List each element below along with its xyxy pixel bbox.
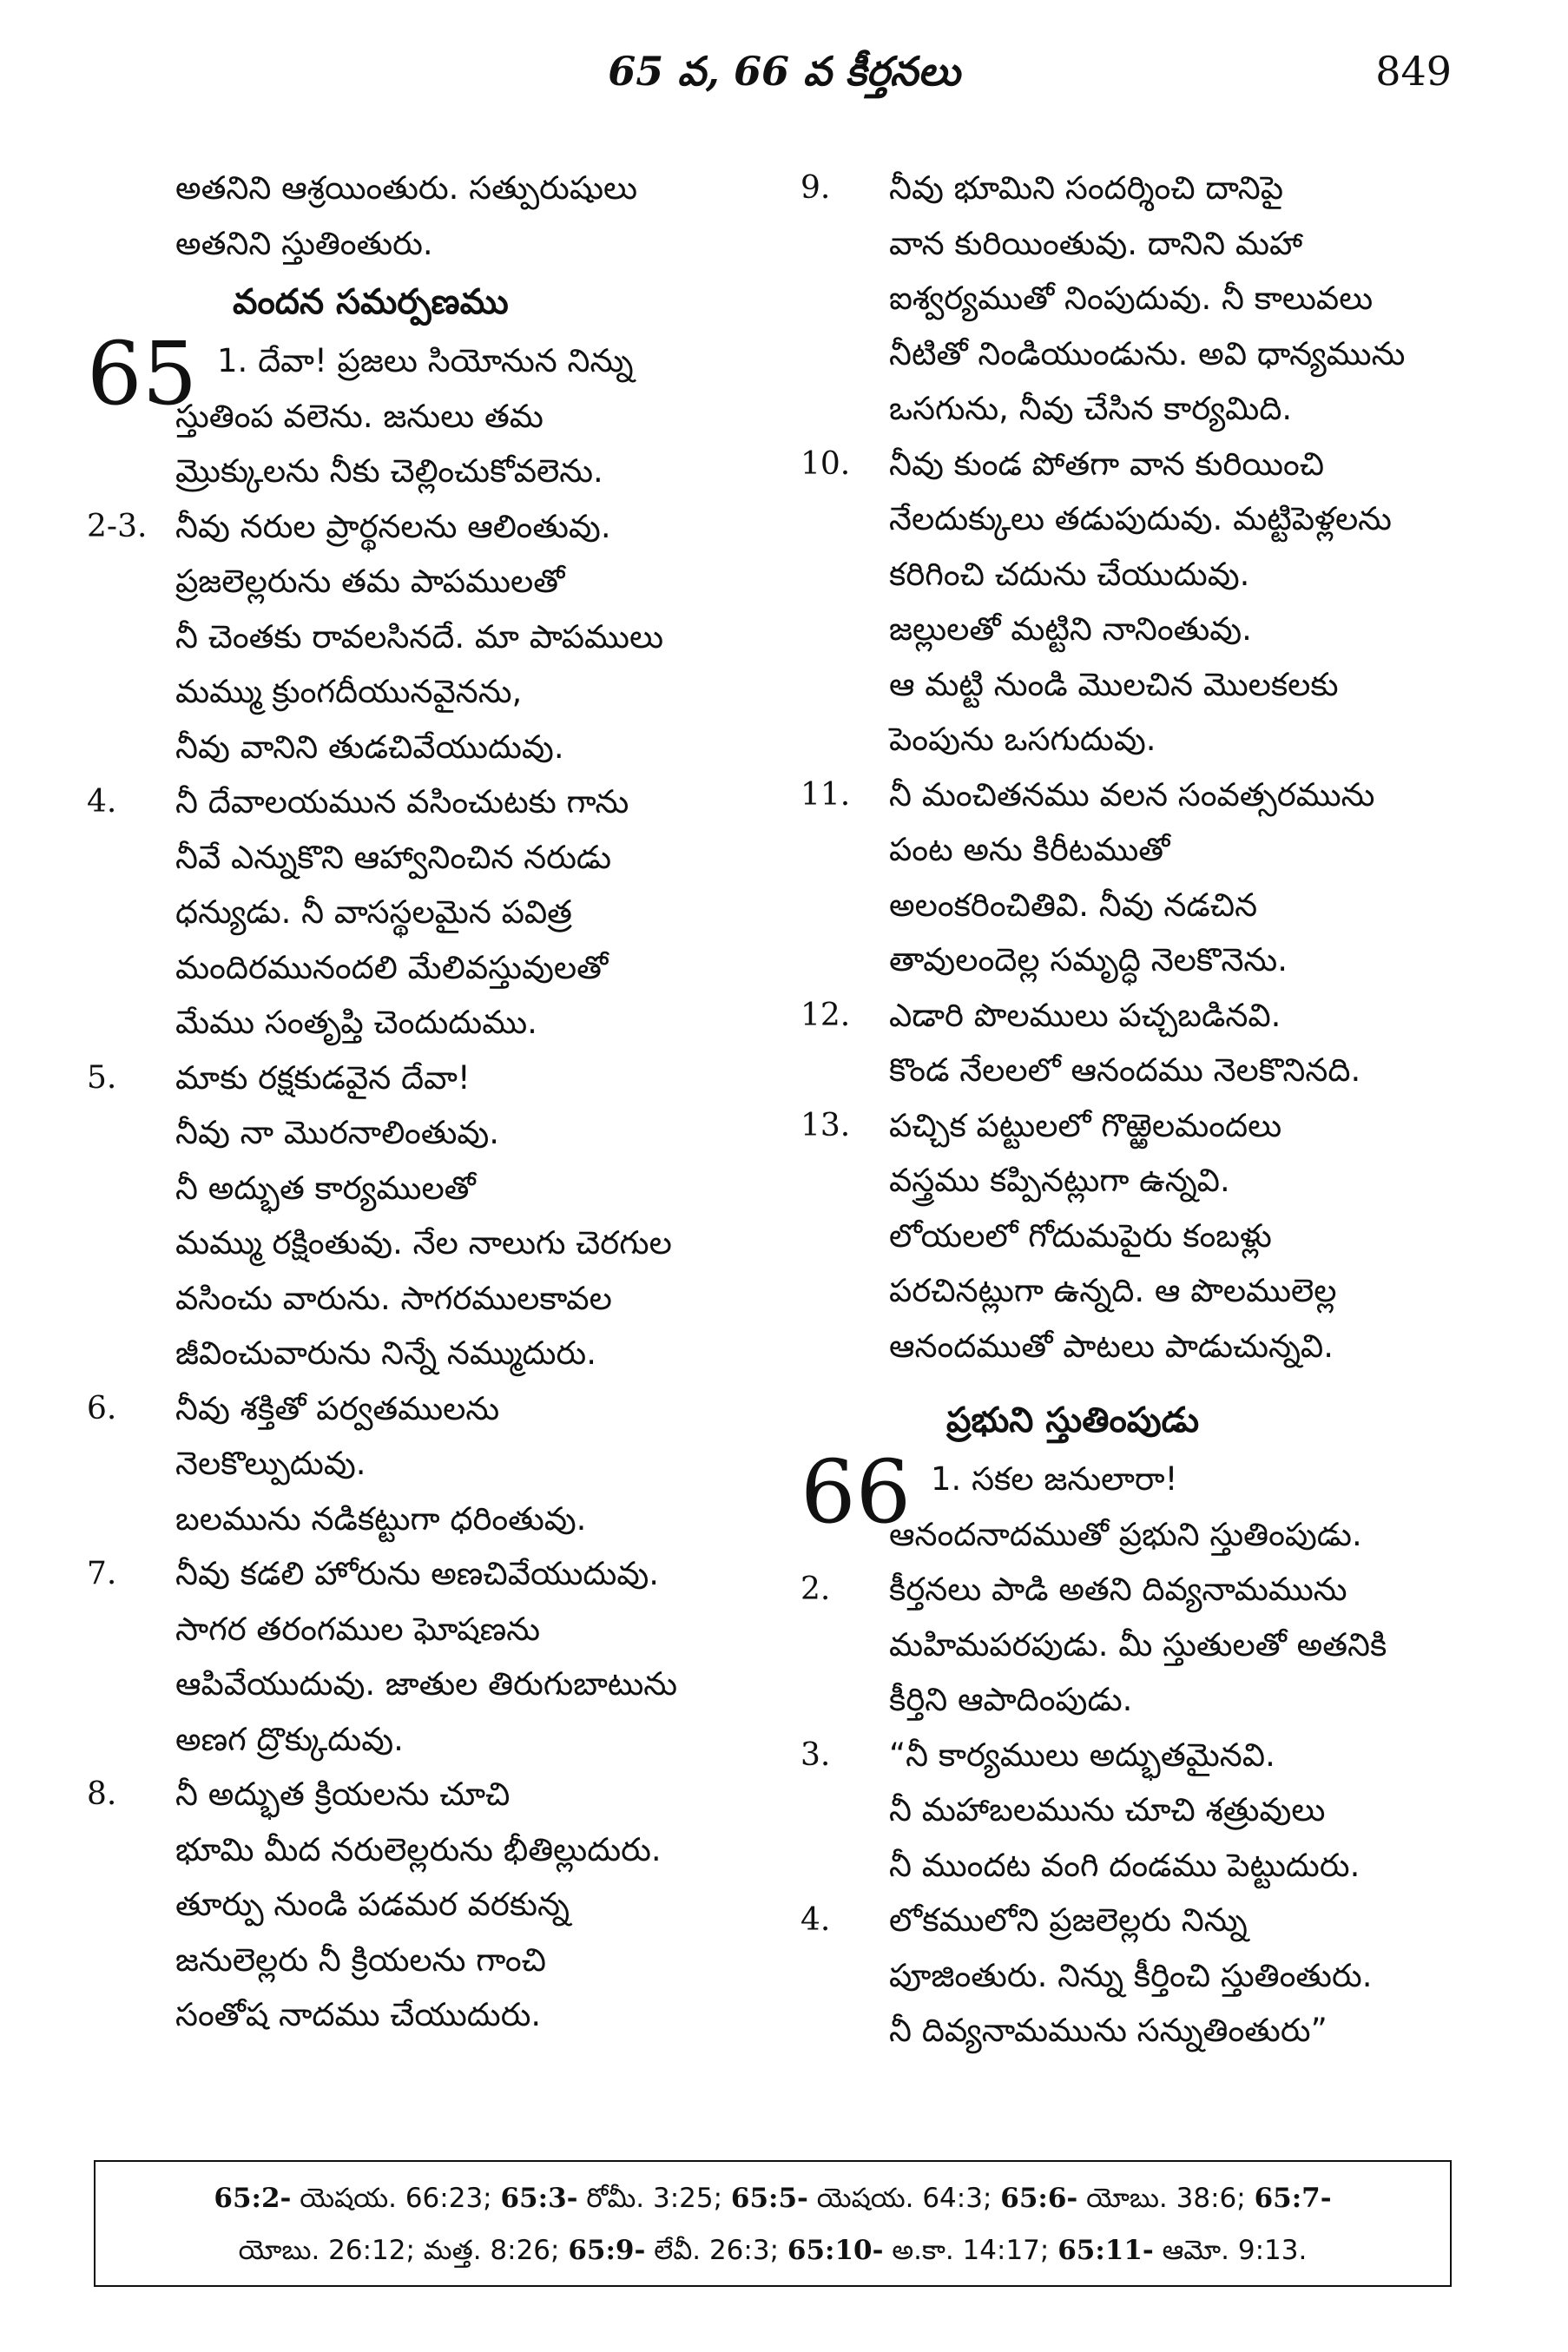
verse-line (800, 657, 1478, 713)
verse-line (800, 602, 1478, 657)
footnote-ref: 65:6- (1000, 2183, 1078, 2214)
verse-number: 2. (800, 1571, 831, 1607)
verse-text: నీ దివ్యనామమును సన్నుతింతురు” (889, 2012, 1328, 2049)
verse-line (87, 1161, 764, 1216)
verse-line (800, 437, 1478, 492)
verse-text: పెంపును ఒసగుదువు. (889, 721, 1156, 758)
verse-line (87, 1546, 764, 1602)
verse-number: 8. (87, 1776, 117, 1812)
verse-text: నీ అద్భుత కార్యములతో (175, 1169, 476, 1207)
verse-number: 3. (800, 1736, 831, 1773)
verse-text: నీవు కుండ పోతగా వాన కురియించి (889, 445, 1325, 483)
verse-line (800, 1153, 1478, 1209)
verse-line (87, 1271, 764, 1327)
verse-text: ఆనందనాదముతో ప్రభుని స్తుతింపుడు. (889, 1515, 1362, 1553)
verse-text: కీర్తిని ఆపాదింపుడు. (889, 1681, 1133, 1718)
verse-text: ఆనందముతో పాటలు పాడుచున్నవి. (889, 1327, 1334, 1365)
verse-text: కరిగించి చదును చేయుదువు. (889, 555, 1250, 593)
verse-text: జీవించువారును నిన్నే నమ్ముదురు. (175, 1334, 596, 1372)
footnote-text: యోబు. 38:6; (1077, 2183, 1255, 2214)
verse-text: జనులెల్లరు నీ క్రియలను గాంచి (175, 1940, 546, 1979)
verse-text: నీ ముందట వంగి దండము పెట్టుదురు. (889, 1846, 1360, 1884)
psalm-65-verses (87, 333, 764, 2043)
verse-line (87, 1051, 764, 1106)
verse-number: 11. (800, 776, 851, 813)
verse-text: నీ దేవాలయమున వసించుటకు గాను (175, 783, 629, 820)
verse-line (87, 885, 764, 940)
verse-line (87, 444, 764, 499)
verse-text: ఆపివేయుదువు. జాతుల తిరుగుబాటును (175, 1665, 678, 1703)
verse-line (800, 1209, 1478, 1264)
verse-line (800, 547, 1478, 603)
verse-line (87, 216, 764, 272)
verse-line (800, 988, 1478, 1044)
verse-text: పరచినట్లుగా ఉన్నది. ఆ పొలములెల్ల (889, 1272, 1337, 1309)
verse-number: 4. (800, 1902, 831, 1938)
page-title: 65 వ, 66 వ కీర్తనలు (608, 48, 960, 95)
verse-line (800, 768, 1478, 823)
verse-line (87, 774, 764, 830)
verse-line (87, 1381, 764, 1437)
verse-text: నీ అద్భుత క్రియలను చూచి (175, 1776, 511, 1813)
verse-text: నీ చెంతకు రావలసినదే. మా పాపములు (175, 617, 664, 656)
verse-text: ఒసగును, నీవు చేసిన కార్యమిది. (889, 390, 1293, 427)
verse-text: నీవు వానిని తుడచివేయుదువు. (175, 728, 564, 766)
verse-line (800, 1948, 1478, 2004)
footnote-line (130, 2172, 1415, 2224)
footnote-text: యోబు. 26:12; మత్త. 8:26; (238, 2235, 569, 2266)
intro-text (87, 161, 764, 271)
verse-line (87, 1877, 764, 1933)
verse-number: 9. (800, 170, 831, 206)
verse-text: లోకములోని ప్రజలెల్లరు నిన్ను (889, 1901, 1248, 1939)
verse-line (87, 389, 764, 445)
verse-line (800, 1672, 1478, 1728)
verse-line (800, 491, 1478, 547)
verse-line (800, 271, 1478, 326)
verse-text: 1. దేవా! ప్రజలు సియోనున నిన్ను (217, 342, 634, 379)
verse-text: నీ మహాబలమును చూచి శత్రువులు (889, 1791, 1326, 1828)
verse-text: అతనిని స్తుతింతురు. (175, 224, 433, 262)
verse-text: స్తుతింప వలెను. జనులు తమ (175, 397, 544, 435)
verse-number: 2-3. (87, 508, 148, 544)
verse-line (87, 1326, 764, 1381)
verse-text: నీటితో నిండియుండును. అవి ధాన్యమును (889, 334, 1406, 372)
footnote-text: యెషయ. 66:23; (291, 2183, 501, 2214)
verse-text: పంట అను కిరీటముతో (889, 831, 1170, 868)
verse-text: జల్లులతో మట్టిని నానింతువు. (889, 610, 1252, 648)
verse-text: వసించు వారును. సాగరములకావల (175, 1279, 612, 1317)
left-column (87, 161, 764, 2043)
verse-line (87, 499, 764, 555)
verse-text: మ్రొక్కులను నీకు చెల్లించుకోవలెను. (175, 452, 603, 490)
verse-text: లోయలలో గోదుమపైరు కంబళ్లు (889, 1216, 1272, 1255)
verse-text: వస్త్రము కప్పినట్లుగా ఉన్నవి. (889, 1162, 1230, 1199)
verse-line (800, 822, 1478, 878)
footnote-text: లేవీ. 26:3; (645, 2235, 787, 2266)
verse-line (87, 830, 764, 886)
footnote-ref: 65:3- (500, 2183, 578, 2214)
footnote-ref: 65:9- (568, 2235, 646, 2266)
verse-text: అణగ ద్రొక్కుదువు. (175, 1720, 404, 1758)
footnote-text: రోమీ. 3:25; (577, 2183, 731, 2214)
psalm-65-block (87, 323, 764, 2043)
footnote-text: అ.కా. 14:17; (883, 2235, 1058, 2266)
footnote-ref: 65:10- (787, 2235, 884, 2266)
verse-line (800, 2003, 1478, 2059)
verse-text: అలంకరించితివి. నీవు నడచిన (889, 886, 1258, 924)
verse-line (87, 1105, 764, 1161)
verse-line (800, 712, 1478, 768)
verse-text: సాగర తరంగముల ఘోషణను (175, 1610, 541, 1648)
footnote-text: ఆమో. 9:13. (1153, 2235, 1308, 2266)
verse-text: ఎడారి పొలములు పచ్చబడినవి. (889, 996, 1281, 1034)
verse-text: మమ్ము క్రుంగదీయునవైనను, (175, 673, 523, 710)
verse-line (800, 1507, 1478, 1563)
footnote-ref: 65:5- (730, 2183, 808, 2214)
verse-line (87, 1657, 764, 1712)
psalm-65-heading: వందన సమర్పణము (233, 282, 509, 322)
verse-line (800, 1263, 1478, 1319)
verse-text: నీ మంచితనము వలన సంవత్సరమును (889, 775, 1375, 814)
psalm-66-block (800, 1441, 1478, 2059)
verse-line (87, 1602, 764, 1657)
footnote-box (94, 2160, 1452, 2287)
footnote-ref: 65:2- (214, 2183, 292, 2214)
verse-text: నేలదుక్కులు తడుపుదువు. మట్టిపెళ్లలను (889, 500, 1392, 537)
verse-text: నీవు శక్తితో పర్వతములను (175, 1389, 500, 1427)
verse-text: ధన్యుడు. నీ వాసస్థలమైన పవిత్ర (175, 893, 572, 931)
verse-number: 7. (87, 1556, 117, 1591)
verse-text: నీవు నరుల ప్రార్థనలను ఆలింతువు. (175, 507, 611, 545)
verse-text: ఆ మట్టి నుండి మొలచిన మొలకలకు (889, 665, 1339, 703)
verse-line (800, 1098, 1478, 1154)
verse-number: 13. (800, 1107, 851, 1143)
verse-text: మందిరమునందలి మేలివస్తువులతో (175, 948, 609, 986)
verse-line (87, 1492, 764, 1547)
footnote-text: యెషయ. 64:3; (807, 2183, 1001, 2214)
psalm-66-verses (800, 1452, 1478, 2059)
verse-line (800, 161, 1478, 216)
verse-text: పూజింతురు. నిన్ను కీర్తించి స్తుతింతురు. (889, 1956, 1373, 1994)
verse-line (800, 1728, 1478, 1783)
verse-line (87, 995, 764, 1051)
verse-line (87, 1822, 764, 1878)
verse-line (800, 1838, 1478, 1894)
verse-text: తూర్పు నుండి పడమర వరకున్న (175, 1886, 570, 1923)
page-number: 849 (1375, 48, 1452, 95)
verse-line (87, 720, 764, 775)
verse-text: “నీ కార్యములు అద్భుతమైనవి. (889, 1736, 1275, 1774)
verse-line (87, 940, 764, 996)
verse-text: అతనిని ఆశ్రయింతురు. సత్పురుషులు (175, 169, 638, 207)
psalm-65-verses-continued (800, 161, 1478, 1374)
verse-line (87, 1216, 764, 1271)
verse-text: కొండ నేలలలో ఆనందము నెలకొనినది. (889, 1051, 1361, 1089)
verse-number: 12. (800, 997, 851, 1033)
psalm-66-number: 66 (800, 1441, 912, 1543)
verse-text: మాకు రక్షకుడవైన దేవా! (175, 1058, 471, 1097)
verse-text: మమ్ము రక్షింతువు. నేల నాలుగు చెరగుల (175, 1224, 672, 1262)
verse-line (87, 1767, 764, 1822)
footnote-line (130, 2224, 1415, 2276)
verse-line (87, 333, 764, 389)
verse-line (800, 1043, 1478, 1098)
verse-line (87, 554, 764, 609)
verse-text: నీవు కడలి హోరును అణచివేయుదువు. (175, 1555, 660, 1592)
verse-text: ప్రజలెల్లరును తమ పాపములతో (175, 563, 565, 600)
verse-line (87, 1712, 764, 1768)
verse-text: కీర్తనలు పాడి అతని దివ్యనామమును (889, 1571, 1347, 1608)
verse-line (800, 1319, 1478, 1374)
verse-number: 4. (87, 784, 117, 820)
verse-text: నీవు నా మొరనాలింతువు. (175, 1114, 500, 1151)
verse-text: నీవు భూమిని సందర్శించి దానిపై (889, 169, 1284, 207)
verse-line (800, 1452, 1478, 1507)
verse-line (87, 161, 764, 216)
verse-line (87, 664, 764, 720)
verse-text: 1. సకల జనులారా! (931, 1460, 1178, 1498)
verse-line (87, 609, 764, 665)
verse-line (800, 1782, 1478, 1838)
verse-line (87, 1436, 764, 1492)
verse-line (800, 326, 1478, 382)
psalm-66-heading: ప్రభుని స్తుతింపుడు (946, 1400, 1200, 1440)
verse-text: బలమును నడికట్టుగా ధరింతువు. (175, 1499, 587, 1538)
verse-line (800, 216, 1478, 272)
verse-number: 6. (87, 1390, 117, 1426)
verse-text: వాన కురియింతువు. దానిని మహా (889, 224, 1303, 262)
verse-text: భూమి మీద నరులెల్లరును భీతిల్లుదురు. (175, 1830, 662, 1868)
footnote-ref: 65:7- (1254, 2183, 1332, 2214)
footnote-ref: 65:11- (1057, 2235, 1154, 2266)
verse-line (800, 1562, 1478, 1617)
verse-line (800, 381, 1478, 437)
verse-text: పచ్చిక పట్టులలో గొఱ్ఱెలమందలు (889, 1106, 1282, 1144)
verse-text: నీవే ఎన్నుకొని ఆహ్వానించిన నరుడు (175, 838, 612, 876)
verse-text: సంతోష నాదము చేయుదురు. (175, 1996, 542, 2033)
verse-text: తావులందెల్ల సమృద్ధి నెలకొనెను. (889, 941, 1288, 978)
verse-text: నెలకొల్పుదువు. (175, 1445, 366, 1482)
verse-text: ఐశ్వర్యముతో నింపుదువు. నీ కాలువలు (889, 280, 1374, 317)
verse-line (87, 1987, 764, 2043)
right-column (800, 161, 1478, 2059)
verse-line (800, 878, 1478, 933)
psalm-65-number: 65 (87, 323, 198, 425)
verse-text: మేము సంతృప్తి చెందుదుము. (175, 1004, 537, 1041)
verse-number: 5. (87, 1059, 117, 1096)
verse-line (800, 932, 1478, 988)
verse-line (800, 1893, 1478, 1948)
verse-number: 10. (800, 445, 851, 482)
verse-line (800, 1617, 1478, 1673)
verse-line (87, 1933, 764, 1988)
verse-text: మహిమపరపుడు. మీ స్తుతులతో అతనికి (889, 1625, 1387, 1664)
